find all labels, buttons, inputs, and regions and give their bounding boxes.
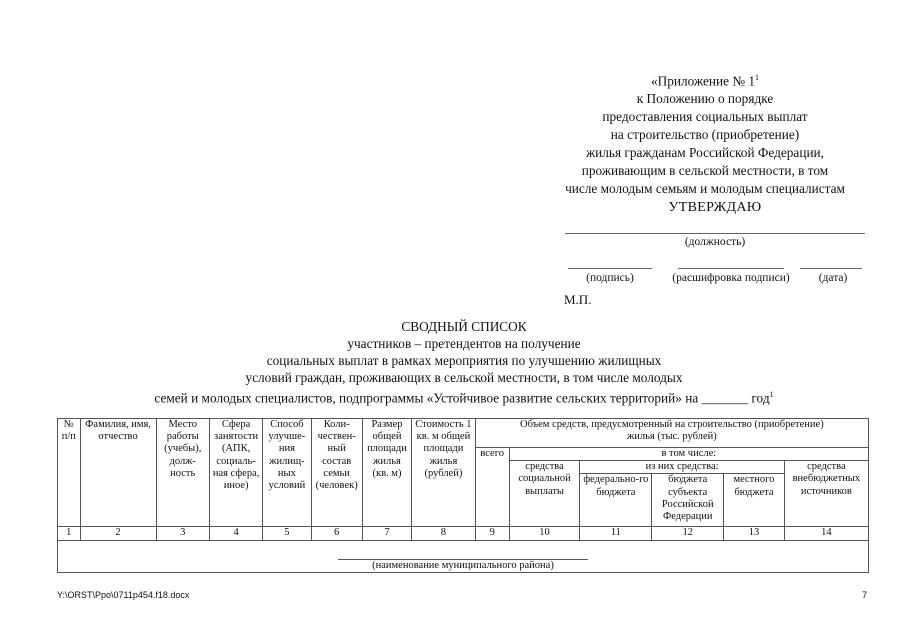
column-number: 3 [156, 527, 209, 540]
signature-line [568, 268, 652, 269]
document-title [60, 318, 868, 406]
position-caption: (должность) [684, 236, 746, 248]
header-area: Размер общей площади жилья (кв. м) [362, 419, 411, 527]
title-line: условий граждан, проживающих в сельской местности, в том числе молодых [245, 370, 683, 385]
column-number: 6 [311, 527, 362, 540]
decoding-line [678, 268, 784, 269]
header-social: средства социальной выплаты [509, 461, 580, 527]
header-extra: средства внебюджетных источников [784, 461, 868, 527]
column-number: 4 [209, 527, 262, 540]
appendix-line: предоставления социальных выплат [602, 109, 808, 125]
column-number: 9 [475, 527, 509, 540]
header-of-which: из них средства: [580, 461, 784, 474]
page-number: 7 [862, 590, 868, 600]
column-number: 13 [724, 527, 785, 540]
date-caption: (дата) [818, 272, 848, 284]
column-number: 5 [263, 527, 311, 540]
position-line [565, 233, 865, 234]
appendix-header [540, 69, 870, 198]
header-family: Коли-чествен-ный состав семьи (человек) [311, 419, 362, 527]
appendix-title: «Приложение № $1^1$ [651, 73, 759, 89]
header-work: Место работы (учебы), долж-ность [156, 419, 209, 527]
stamp-place: М.П. [564, 292, 592, 307]
header-cost: Стоимость 1 кв. м общей площади жилья (рублей) [412, 419, 476, 527]
appendix-line: на строительство (приобретение) [610, 127, 800, 143]
municipality-caption: (наименование муниципального района) [372, 559, 554, 571]
title-line: участников – претендентов на получение [347, 336, 581, 351]
column-number: 2 [80, 527, 156, 540]
appendix-line: жилья гражданам Российской Федерации, [585, 145, 825, 161]
header-subject: бюджета субъекта Российской Федерации [652, 474, 724, 527]
approve-title: УТВЕРЖДАЮ [668, 200, 762, 215]
title-main: СВОДНЫЙ СПИСОК [401, 319, 527, 334]
appendix-line: проживающим в сельской местности, в том [581, 163, 829, 179]
column-number: 10 [509, 527, 580, 540]
column-number: 14 [784, 527, 868, 540]
header-total: всего [475, 448, 509, 527]
summary-table [57, 418, 869, 573]
header-federal: федерально-го бюджета [580, 474, 652, 527]
header-local: местного бюджета [724, 474, 785, 527]
municipality-row [58, 540, 869, 572]
appendix-line: к Положению о порядке [636, 91, 774, 107]
signature-caption: (подпись) [586, 272, 634, 284]
appendix-line: числе молодым семьям и молодым специалистам [565, 181, 845, 197]
date-line [800, 268, 862, 269]
column-number: 8 [412, 527, 476, 540]
column-number: 1 [58, 527, 81, 540]
header-method: Способ улучше-ния жилищ-ных условий [263, 419, 311, 527]
header-volume: Объем средств, предусмотренный на строительство (приобретение) жилья (тыс. рублей) [475, 419, 868, 448]
column-number: 11 [580, 527, 652, 540]
column-numbers-row [58, 527, 869, 540]
header-including: в том числе: [509, 448, 868, 461]
column-number: 12 [652, 527, 724, 540]
column-number: 7 [362, 527, 411, 540]
title-line: семей и молодых специалистов, подпрограммы «Устойчивое развитие сельских территорий» на _______ год$^1$ [154, 390, 774, 406]
municipality-cell [58, 540, 869, 572]
header-fio: Фамилия, имя, отчество [80, 419, 156, 527]
header-num: № п/п [58, 419, 81, 527]
decoding-caption: (расшифровка подписи) [672, 272, 790, 284]
header-sphere: Сфера занятости (АПК, социаль-ная сфера, иное) [209, 419, 262, 527]
file-path: Y:\ORST\Ppo\0711p454.f18.docx [57, 590, 190, 600]
title-line: социальных выплат в рамках мероприятия по улучшению жилищных [266, 353, 662, 368]
